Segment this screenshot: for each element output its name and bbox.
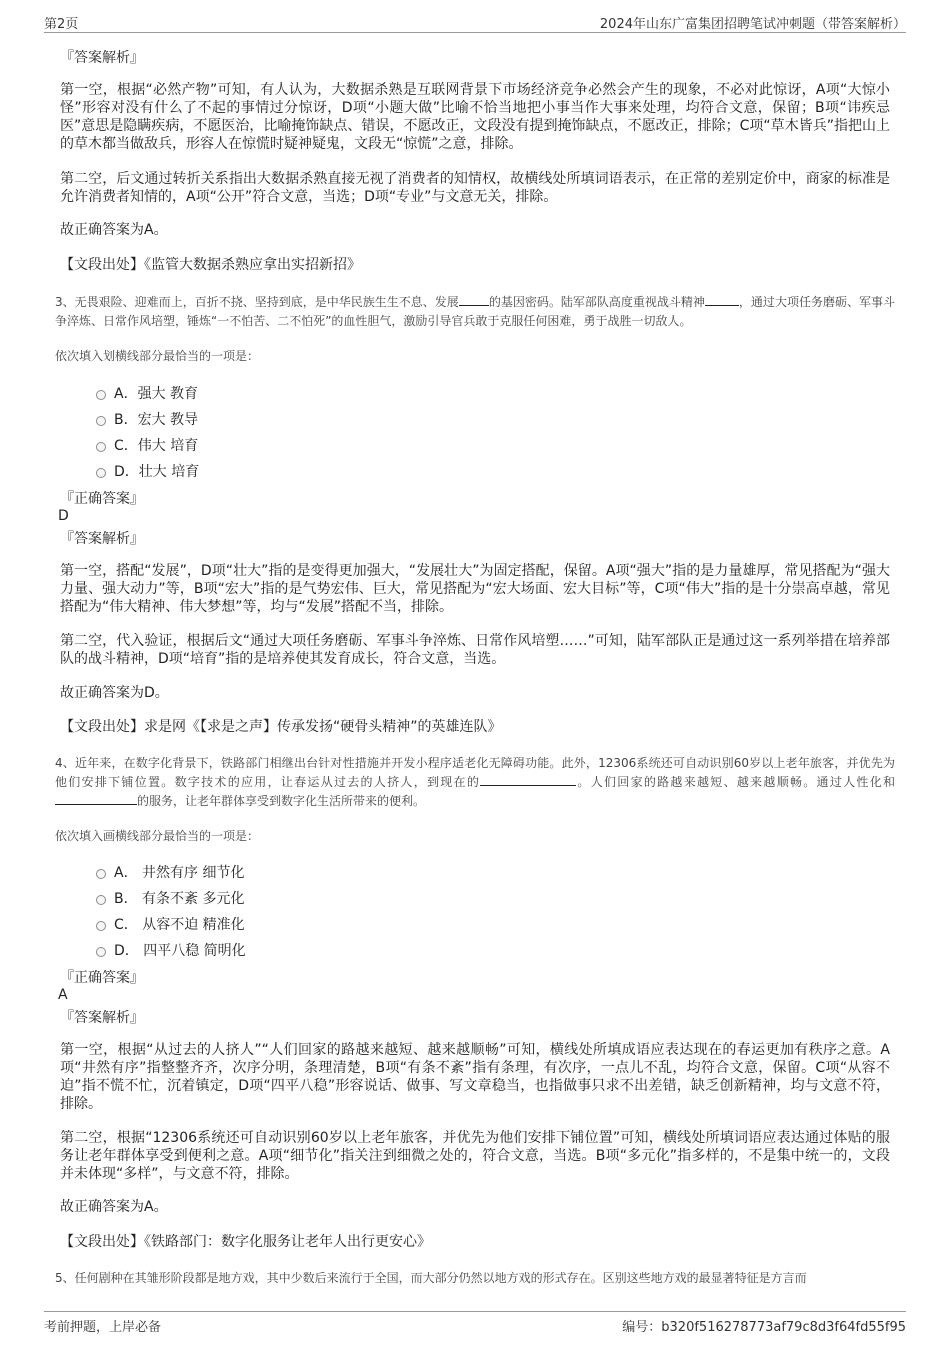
- question-stem: 4、近年来，在数字化背景下，铁路部门相继出台针对性措施并开发小程序适老化无障碍功能。此外，12306系统还可自动识别60岁以上老年旅客，并优先为他们安排下铺位置。数字技术的应用，让春运从过去的人挤人，到现在的 。人们回家的路越来越短、越来越顺畅。通过人性化和的服务，让老年群体享受到数字化生活所带来的便利。: [55, 756, 895, 808]
- radio-icon[interactable]: [96, 947, 106, 957]
- analysis-paragraph: 第二空，根据“12306系统还可自动识别60岁以上老年旅客，并优先为他们安排下铺位置”可知，横线处所填词语应表达通过体贴的服务让老年群体享受到便利之意。A项“细节化”指关注到细微之处的，符合文意，当选。B项“多元化”指多样的，不是集中统一的，文段并未体现“多样”，与文意不符，排除。: [60, 1130, 890, 1182]
- question-stem: 3、无畏艰险、迎难而上，百折不挠、坚持到底，是中华民族生生不息、发展 的基因密码。陆军部队高度重视战斗精神 ，通过大项任务磨砺、军事斗争淬炼、日常作风培塑，锤炼“一不怕苦、二不怕死”的血性胆气，激励引导官兵敢于克服任何困难，勇于战胜一切敌人。: [55, 295, 895, 328]
- analysis-paragraph: 第一空，根据“从过去的人挤人”“人们回家的路越来越短、越来越顺畅”可知，横线处所填成语应表达现在的春运更加有秩序之意。A项“井然有序”指整整齐齐，次序分明，条理清楚，B项“有条不紊”指有条理，有次序，一点儿不乱，均符合文意，保留。C项“从容不迫”指不慌不忙，沉着镇定，D项“四平八稳”形容说话、做事、写文章稳当，也指做事只求不出差错，缺乏创新精神，均与文意不符，排除。: [60, 1042, 890, 1112]
- analysis-label: 『答案解析』: [60, 1010, 144, 1026]
- page-number: 第2页: [44, 17, 79, 32]
- question-prompt: 依次填入画横线部分最恰当的一项是：: [55, 829, 260, 843]
- radio-icon[interactable]: [96, 921, 106, 931]
- answer-label: 『正确答案』: [60, 491, 144, 507]
- option-c[interactable]: C． 从容不迫 精准化: [96, 914, 245, 934]
- analysis-label: 『答案解析』: [60, 50, 144, 66]
- question-prompt: 依次填入划横线部分最恰当的一项是：: [55, 349, 260, 363]
- page-header: [44, 10, 906, 33]
- option-a[interactable]: A． 井然有序 细节化: [96, 862, 244, 882]
- fill-blank: [705, 293, 739, 306]
- radio-icon[interactable]: [96, 416, 106, 426]
- option-d[interactable]: D． 四平八稳 简明化: [96, 940, 246, 960]
- footer-slogan: 考前押题，上岸必备: [44, 1320, 162, 1335]
- analysis-label: 『答案解析』: [60, 531, 144, 547]
- fill-blank: [480, 773, 576, 786]
- option-b[interactable]: B．宏大 教导: [96, 409, 198, 429]
- option-a[interactable]: A．强大 教育: [96, 383, 198, 403]
- fill-blank: [55, 792, 137, 805]
- document-id: 编号：b320f516278773af79c8d3f64fd55f95: [622, 1320, 906, 1335]
- analysis-paragraph: 第一空，根据“必然产物”可知，有人认为，大数据杀熟是互联网背景下市场经济竞争必然会产生的现象，不必对此惊讶，A项“大惊小怪”形容对没有什么了不起的事情过分惊讶，D项“小题大做”比喻不恰当地把小事当作大事来处理，均符合文意，保留；B项“讳疾忌医”意思是隐瞒疾病，不愿医治，比喻掩饰缺点、错误，不愿改正，文段没有提到掩饰缺点，不愿改正，排除；C项“草木皆兵”指把山上的草木都当做敌兵，形容人在惊慌时疑神疑鬼，文段无“惊慌”之意，排除。: [60, 82, 890, 152]
- question-stem: 5、任何剧种在其雏形阶段都是地方戏，其中少数后来流行于全国，而大部分仍然以地方戏的形式存在。区别这些地方戏的最显著特征是方言而: [55, 1271, 807, 1285]
- correct-answer: A: [58, 987, 68, 1003]
- fill-blank: [459, 293, 489, 306]
- conclusion: 故正确答案为A。: [60, 222, 168, 238]
- conclusion: 故正确答案为D。: [60, 685, 169, 701]
- analysis-paragraph: 第一空，搭配“发展”，D项“壮大”指的是变得更加强大，“发展壮大”为固定搭配，保留。A项“强大”指的是力量雄厚，常见搭配为“强大力量、强大动力”等，B项“宏大”指的是气势宏伟、巨大，常见搭配为“宏大场面、宏大目标”等，C项“伟大”指的是十分崇高卓越，常见搭配为“伟大精神、伟大梦想”等，均与“发展”搭配不当，排除。: [60, 563, 890, 615]
- option-c[interactable]: C．伟大 培育: [96, 435, 198, 455]
- radio-icon[interactable]: [96, 895, 106, 905]
- correct-answer: D: [58, 508, 69, 524]
- conclusion: 故正确答案为A。: [60, 1199, 168, 1215]
- radio-icon[interactable]: [96, 390, 106, 400]
- analysis-paragraph: 第二空，后文通过转折关系指出大数据杀熟直接无视了消费者的知情权，故横线处所填词语表示，在正常的差别定价中，商家的标准是允许消费者知情的，A项“公开”符合文意，当选；D项“专业”与文意无关，排除。: [60, 171, 890, 205]
- source-citation: 【文段出处】《铁路部门：数字化服务让老年人出行更安心》: [60, 1234, 431, 1250]
- option-d[interactable]: D．壮大 培育: [96, 461, 199, 481]
- document-title: 2024年山东广富集团招聘笔试冲刺题（带答案解析）: [599, 17, 906, 32]
- answer-label: 『正确答案』: [60, 970, 144, 986]
- source-citation: 【文段出处】求是网《【求是之声】传承发扬“硬骨头精神”的英雄连队》: [60, 719, 502, 735]
- option-b[interactable]: B． 有条不紊 多元化: [96, 888, 245, 908]
- radio-icon[interactable]: [96, 869, 106, 879]
- source-citation: 【文段出处】《监管大数据杀熟应拿出实招新招》: [60, 257, 361, 273]
- page-footer: [44, 1311, 906, 1336]
- analysis-paragraph: 第二空，代入验证，根据后文“通过大项任务磨砺、军事斗争淬炼、日常作风培塑……”可知，陆军部队正是通过这一系列举措在培养部队的战斗精神，D项“培育”指的是培养使其发育成长，符合文意，当选。: [60, 633, 890, 667]
- radio-icon[interactable]: [96, 442, 106, 452]
- radio-icon[interactable]: [96, 468, 106, 478]
